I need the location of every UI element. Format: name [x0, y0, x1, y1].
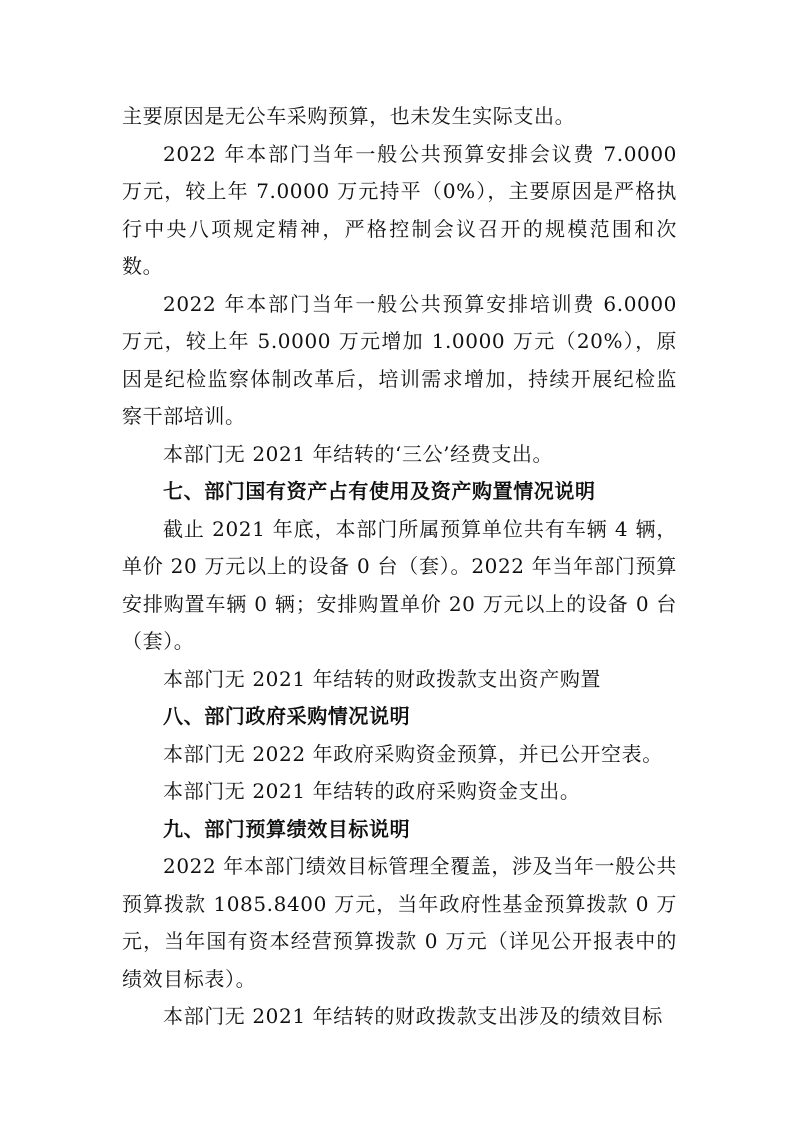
section-heading-procurement: 八、部门政府采购情况说明 [163, 704, 411, 728]
paragraph-no-carryover-three-public: 本部门无 2021 年结转的‘三公’经费支出。 [163, 441, 554, 466]
paragraph-no-carryover-procurement: 本部门无 2021 年结转的政府采购资金支出。 [163, 779, 581, 803]
paragraph-procurement-budget: 本部门无 2022 年政府采购资金预算，并已公开空表。 [163, 741, 663, 766]
paragraph-no-carryover-assets: 本部门无 2021 年结转的财政拨款支出资产购置 [163, 666, 602, 691]
document-page [122, 98, 677, 1036]
paragraph-training-fee: 2022 年本部门当年一般公共预算安排培训费 6.0000 万元，较上年 5.0000 万元增加 1.0000 万元（20%），原因是纪检监察体制改革后，培训需求增加，持续开展纪检监察干部培训。 [122, 291, 677, 428]
paragraph-assets: 截止 2021 年底，本部门所属预算单位共有车辆 4 辆，单价 20 万元以上的设备 0 台（套）。2022 年当年部门预算安排购置车辆 0 辆；安排购置单价 20 万元以上的设备 0 台（套）。 [122, 516, 677, 653]
paragraph-meeting-fee: 2022 年本部门当年一般公共预算安排会议费 7.0000 万元，较上年 7.0000 万元持平（0%），主要原因是严格执行中央八项规定精神，严格控制会议召开的规模范围和次数。 [122, 141, 677, 278]
paragraph-performance-goals: 2022 年本部门绩效目标管理全覆盖，涉及当年一般公共预算拨款 1085.8400 万元，当年政府性基金预算拨款 0 万元，当年国有资本经营预算拨款 0 万元（详见公开报表中的绩效目标表）。 [122, 854, 677, 991]
paragraph-no-carryover-performance: 本部门无 2021 年结转的财政拨款支出涉及的绩效目标 [163, 1004, 663, 1028]
paragraph-car-purchase-reason: 主要原因是无公车采购预算，也未发生实际支出。 [122, 104, 576, 128]
section-heading-performance: 九、部门预算绩效目标说明 [163, 816, 411, 841]
section-heading-assets: 七、部门国有资产占有使用及资产购置情况说明 [163, 479, 596, 503]
